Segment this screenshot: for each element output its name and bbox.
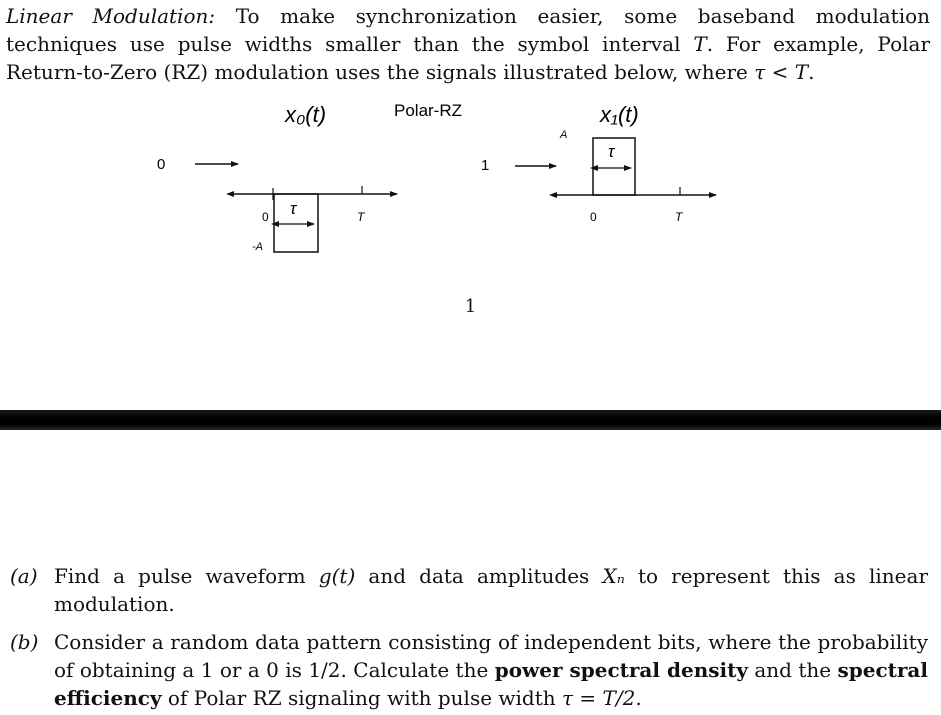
bit-one-label: 1 [481, 157, 490, 174]
question-a-text-2: and data amplitudes [355, 564, 603, 588]
question-b-text-4: . [635, 686, 642, 710]
question-b-label: (b) [10, 630, 39, 654]
question-a-xn: Xₙ [602, 564, 625, 588]
x1-signal-label: x₁(t) [600, 102, 639, 127]
question-b-bold-2: spectral efficiency [54, 658, 928, 710]
page-break-bar [0, 410, 941, 430]
page-number: 1 [464, 296, 477, 317]
x0-T-tick-label: T [357, 210, 365, 224]
intro-condition: τ < T [754, 60, 809, 84]
question-b-tau-eq: τ = T/2 [562, 686, 636, 710]
intro-text-1: To make synchronization easier, some baseband modulation techniques use pulse widths smaller than the symbol interval [6, 4, 931, 56]
x0-zero-tick-label: 0 [262, 210, 269, 224]
question-a-label: (a) [10, 564, 38, 588]
intro-text-2: . For example, Polar Return-to-Zero (RZ) modulation uses the signals illustrated below, where [6, 32, 930, 84]
intro-symbol-T: T [693, 32, 707, 56]
figure-title: Polar-RZ [394, 101, 463, 120]
x1-zero-tick-label: 0 [590, 210, 597, 224]
problem-intro [6, 2, 930, 86]
question-b-bold-1: power spectral density [494, 658, 748, 682]
question-a-g: g(t) [318, 564, 356, 588]
question-a-text-3: to represent this as linear modulation. [54, 564, 929, 616]
question-a-text [54, 562, 928, 618]
bit-zero-label: 0 [157, 156, 166, 173]
question-b-text-2: and the [747, 658, 838, 682]
x1-tau-label: τ [608, 142, 615, 161]
polar-rz-figure [0, 90, 941, 390]
intro-text-3: . [808, 60, 815, 84]
question-b-text [54, 628, 928, 712]
intro-lead: Linear Modulation: [6, 4, 216, 28]
question-b-text-3: of Polar RZ signaling with pulse width [161, 686, 562, 710]
x1-T-tick-label: T [675, 210, 683, 224]
question-a [10, 562, 928, 618]
x0-amplitude-label: -A [252, 241, 263, 253]
x0-tau-label: τ [290, 199, 297, 218]
x0-signal-label: x₀(t) [285, 102, 327, 127]
question-b-text-1: Consider a random data pattern consisting of independent bits, where the probability of obtaining a 1 or a 0 is 1/2. Calculate the [54, 630, 928, 682]
question-a-text-1: Find a pulse waveform [54, 564, 319, 588]
x1-amplitude-label: A [560, 129, 568, 141]
question-b [10, 628, 928, 712]
